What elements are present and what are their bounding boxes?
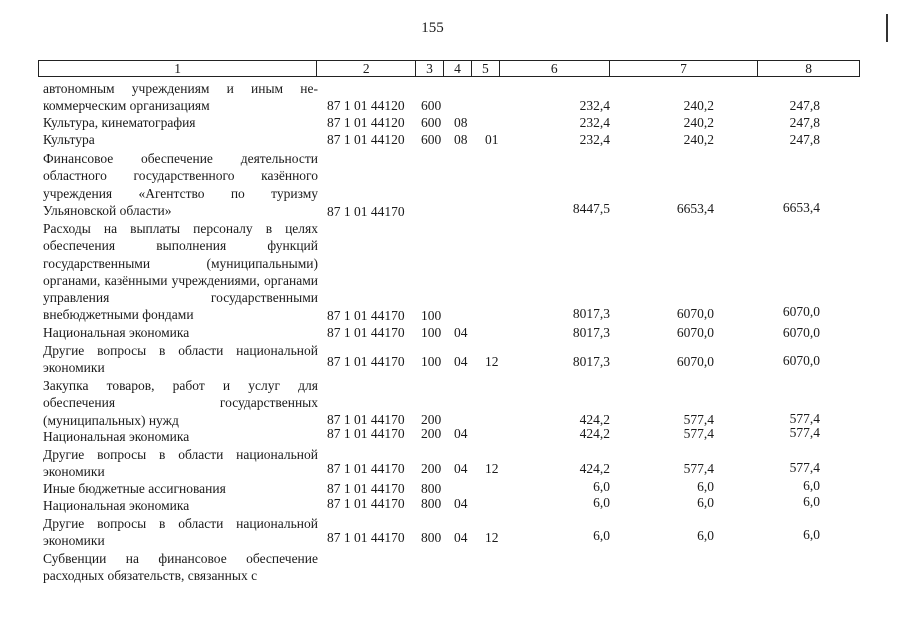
row-value-col7: 6070,0 — [676, 353, 714, 369]
header-col-1: 1 — [39, 61, 317, 76]
header-col-2: 2 — [317, 61, 416, 76]
row-value-col7: 6,0 — [697, 527, 714, 543]
row-value-col6: 8017,3 — [572, 353, 610, 369]
row-expense-type: 800 — [421, 480, 442, 496]
row-code: 87 1 01 44170 — [327, 480, 405, 496]
table-row — [0, 342, 905, 376]
row-value-col7: 240,2 — [683, 114, 714, 130]
row-description: Другие вопросы в области национальной экономики — [43, 343, 318, 376]
row-description: Закупка товаров, работ и услуг для обеспечения государственных (муниципальных) нужд — [43, 378, 318, 428]
row-value-col7: 240,2 — [683, 131, 714, 147]
row-code: 87 1 01 44120 — [327, 131, 405, 147]
row-value-col7: 6070,0 — [676, 324, 714, 340]
row-section: 08 — [454, 131, 468, 147]
row-description: Национальная экономика — [43, 429, 190, 444]
row-value-col8: 6653,4 — [782, 199, 820, 215]
row-value-col7: 6070,0 — [676, 305, 714, 321]
row-value-col8: 6070,0 — [782, 352, 820, 368]
row-code: 87 1 01 44120 — [327, 97, 405, 113]
row-value-col8: 247,8 — [789, 131, 820, 147]
row-code: 87 1 01 44170 — [327, 411, 405, 427]
row-section: 04 — [454, 324, 468, 340]
row-code: 87 1 01 44170 — [327, 529, 405, 545]
row-value-col7: 6,0 — [697, 478, 714, 494]
row-value-col8: 577,4 — [789, 410, 820, 426]
row-section: 04 — [454, 495, 468, 511]
row-value-col6: 424,2 — [579, 425, 610, 441]
row-section: 04 — [454, 460, 468, 476]
row-description: Другие вопросы в области национальной экономики — [43, 516, 318, 549]
row-description: Финансовое обеспечение деятельности областного государственного казённого учреждения «Агентство по туризму Ульяновской области» — [43, 151, 318, 218]
row-subsection: 12 — [485, 460, 499, 476]
row-value-col7: 6,0 — [697, 494, 714, 510]
row-expense-type: 100 — [421, 307, 442, 323]
table-row — [0, 493, 905, 514]
row-section: 04 — [454, 425, 468, 441]
table-row — [0, 150, 905, 220]
header-col-8: 8 — [805, 61, 813, 76]
row-value-col8: 247,8 — [789, 97, 820, 113]
header-col-4: 4 — [444, 61, 472, 76]
row-value-col6: 232,4 — [579, 131, 610, 147]
row-description: Национальная экономика — [43, 325, 190, 340]
row-description: Расходы на выплаты персоналу в целях обеспечения выполнения функций государственными (муниципальными) органами, казёнными учреждениями, органами управления государственными внебюджетными фондами — [43, 221, 318, 323]
row-expense-type: 200 — [421, 460, 442, 476]
table-row — [0, 377, 905, 428]
row-code: 87 1 01 44170 — [327, 307, 405, 323]
row-expense-type: 800 — [421, 529, 442, 545]
table-row — [0, 131, 905, 148]
header-col-5: 5 — [472, 61, 500, 76]
row-code: 87 1 01 44170 — [327, 425, 405, 441]
row-value-col8: 577,4 — [789, 459, 820, 475]
row-value-col8: 6,0 — [803, 477, 820, 493]
table-row — [0, 446, 905, 480]
row-code: 87 1 01 44170 — [327, 460, 405, 476]
row-expense-type: 200 — [421, 425, 442, 441]
row-value-col8: 577,4 — [789, 424, 820, 440]
row-expense-type: 800 — [421, 495, 442, 511]
row-value-col6: 424,2 — [579, 411, 610, 427]
row-code: 87 1 01 44170 — [327, 495, 405, 511]
table-row — [0, 114, 905, 131]
row-value-col6: 8017,3 — [572, 324, 610, 340]
row-description: Культура — [43, 132, 95, 147]
row-value-col7: 577,4 — [683, 425, 714, 441]
row-value-col7: 577,4 — [683, 460, 714, 476]
row-value-col8: 6,0 — [803, 493, 820, 509]
row-value-col8: 247,8 — [789, 114, 820, 130]
row-value-col6: 232,4 — [579, 114, 610, 130]
table-row — [0, 220, 905, 324]
row-description: Иные бюджетные ассигнования — [43, 481, 226, 496]
row-value-col6: 6,0 — [593, 478, 610, 494]
row-description: Культура, кинематография — [43, 115, 196, 130]
row-section: 04 — [454, 353, 468, 369]
page-number: 155 — [421, 20, 444, 36]
row-value-col6: 232,4 — [579, 97, 610, 113]
row-subsection: 12 — [485, 529, 499, 545]
row-code: 87 1 01 44170 — [327, 203, 405, 219]
row-value-col6: 8017,3 — [572, 305, 610, 321]
row-description: Национальная экономика — [43, 498, 190, 513]
row-description: Субвенции на финансовое обеспечение расходных обязательств, связанных с — [43, 551, 318, 584]
row-code: 87 1 01 44170 — [327, 353, 405, 369]
table-row — [0, 80, 905, 114]
row-value-col7: 6653,4 — [676, 200, 714, 216]
header-col-7: 7 — [610, 61, 759, 76]
row-expense-type: 600 — [421, 114, 442, 130]
table-row — [0, 324, 905, 341]
row-value-col8: 6,0 — [803, 526, 820, 542]
table-row — [0, 477, 905, 497]
row-section: 04 — [454, 529, 468, 545]
row-expense-type: 600 — [421, 97, 442, 113]
row-value-col6: 6,0 — [593, 527, 610, 543]
row-code: 87 1 01 44120 — [327, 114, 405, 130]
row-expense-type: 200 — [421, 411, 442, 427]
table-row — [0, 424, 905, 445]
row-value-col6: 8447,5 — [572, 200, 610, 216]
row-value-col8: 6070,0 — [782, 303, 820, 319]
table-row — [0, 515, 905, 550]
row-value-col7: 577,4 — [683, 411, 714, 427]
row-expense-type: 100 — [421, 353, 442, 369]
row-subsection: 01 — [485, 131, 499, 147]
row-value-col6: 6,0 — [593, 494, 610, 510]
row-code: 87 1 01 44170 — [327, 324, 405, 340]
row-subsection: 12 — [485, 353, 499, 369]
row-value-col6: 424,2 — [579, 460, 610, 476]
row-section: 08 — [454, 114, 468, 130]
row-value-col8: 6070,0 — [782, 324, 820, 340]
row-description: автономным учреждениям и иным не-коммерческим организациям — [43, 81, 318, 114]
row-expense-type: 600 — [421, 131, 442, 147]
header-col-6: 6 — [500, 61, 610, 76]
row-value-col7: 240,2 — [683, 97, 714, 113]
row-expense-type: 100 — [421, 324, 442, 340]
table-row — [0, 550, 905, 584]
row-description: Другие вопросы в области национальной экономики — [43, 447, 318, 480]
header-col-3: 3 — [416, 61, 444, 76]
